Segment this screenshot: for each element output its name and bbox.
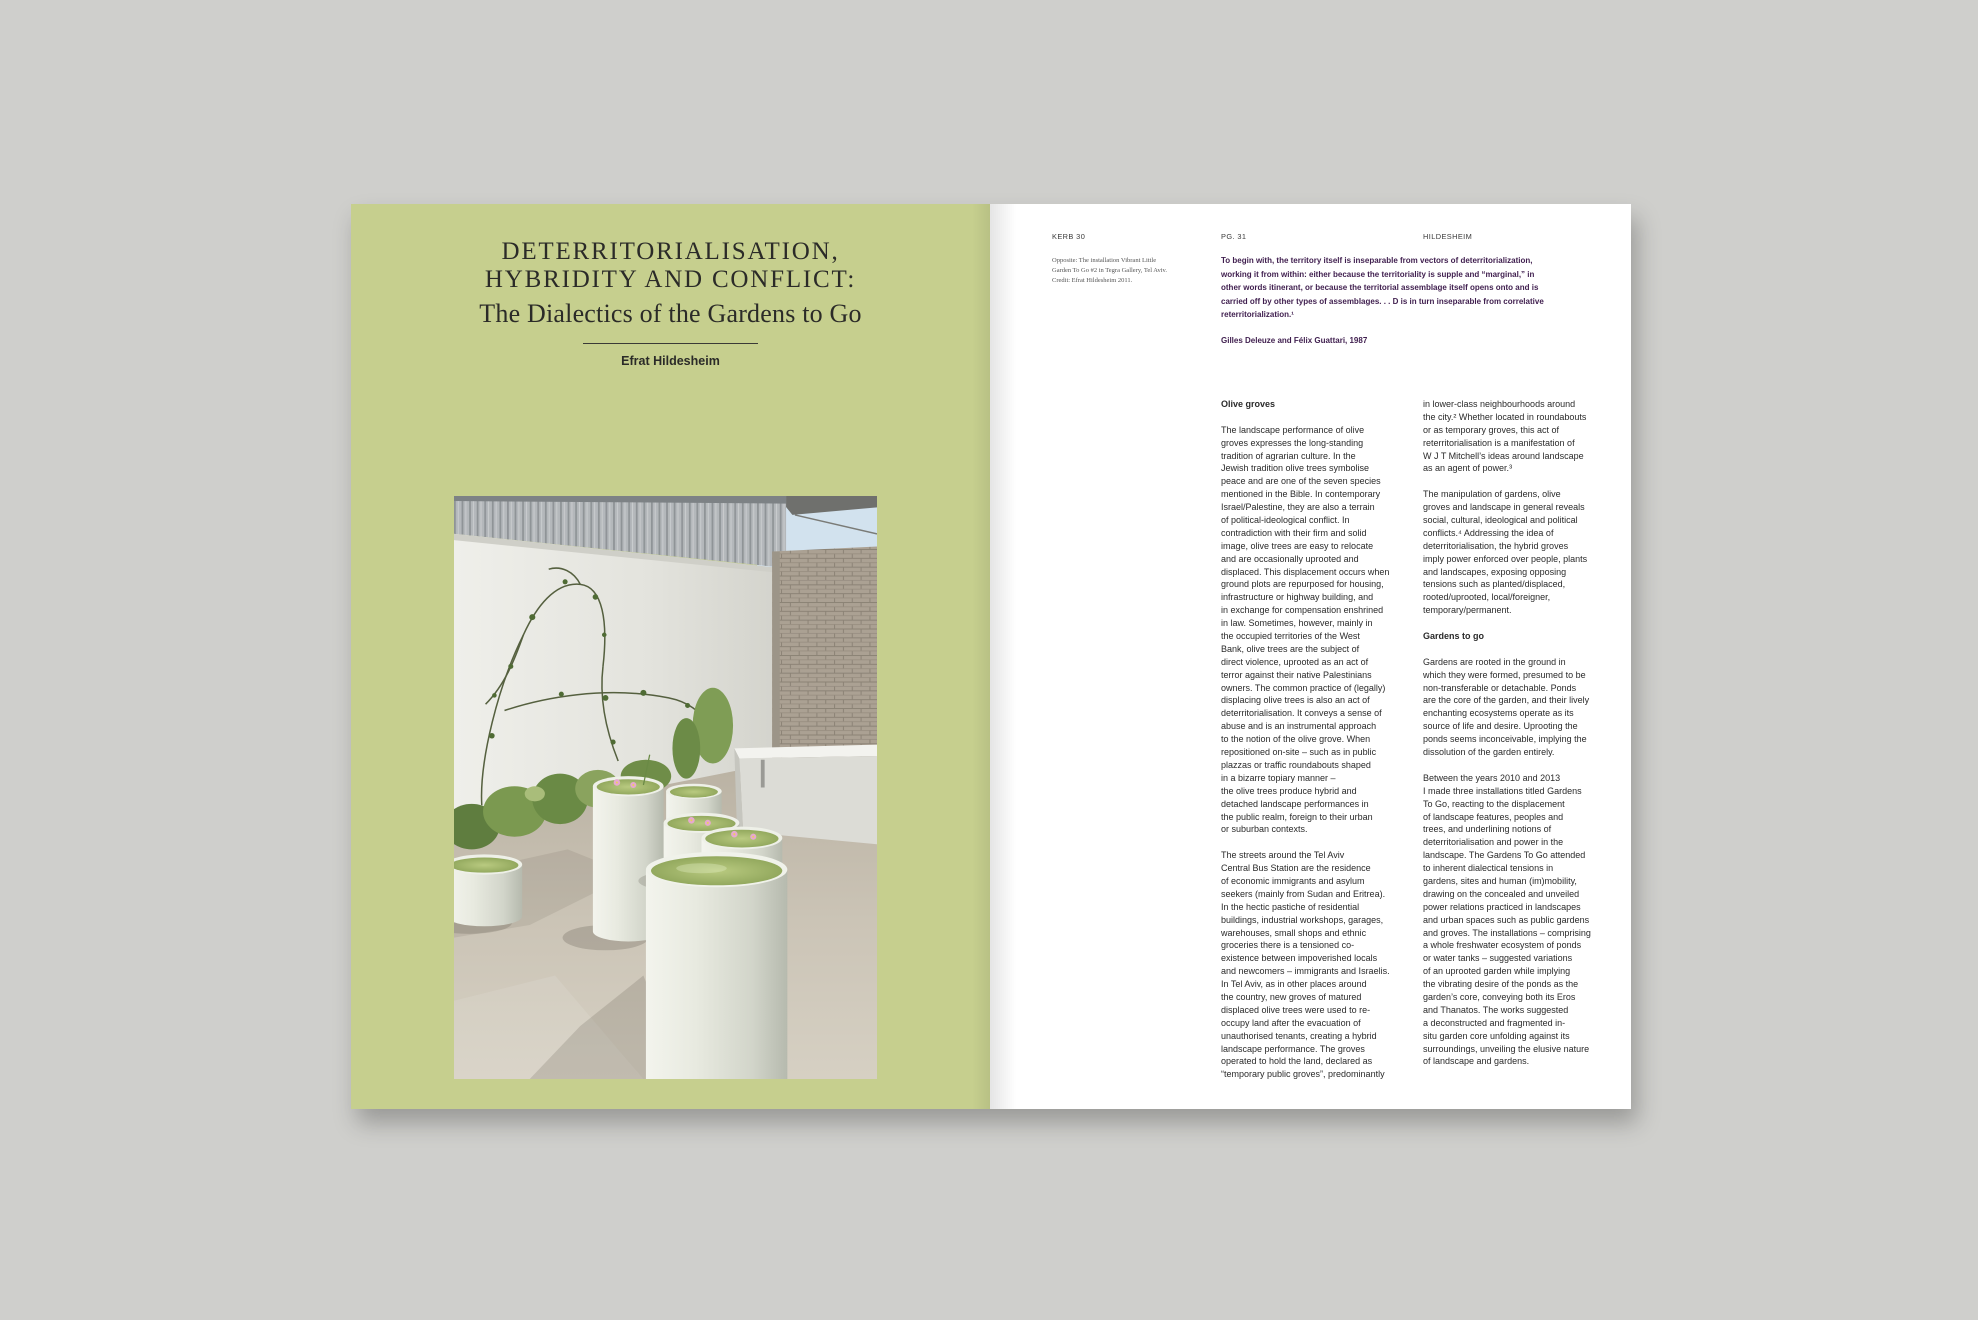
body-line: owners. The common practice of (legally) [1221, 682, 1386, 693]
body-line: and newcomers – immigrants and Israelis. [1221, 966, 1390, 977]
body-line: existence between impoverished locals [1221, 953, 1378, 964]
lily-center [632, 784, 634, 786]
section-heading: Gardens to go [1423, 631, 1485, 642]
body-line: In Tel Aviv, as in other places around [1221, 979, 1367, 990]
lily-center [733, 833, 735, 835]
epigraph-quote [1221, 254, 1621, 322]
paragraph [1423, 656, 1605, 759]
body-line: mentioned in the Bible. In contemporary [1221, 489, 1381, 500]
body-line: of political-ideological conflict. In [1221, 515, 1350, 526]
left-page [351, 204, 990, 1109]
magazine-spread [351, 204, 1631, 1109]
body-line: trees, and underlining notions of [1423, 824, 1552, 835]
body-line: repositioned on-site – such as in public [1221, 747, 1377, 758]
title-line: DETERRITORIALISATION, [501, 238, 840, 265]
caption-line: Garden To Go #2 in Tegra Gallery, Tel Aviv. [1052, 267, 1168, 274]
body-line: groves and landscape in general reveals [1423, 502, 1585, 513]
body-line: surroundings, unveiling the elusive nature [1423, 1043, 1590, 1054]
epigraph-line: carried off by other types of assemblages. . . D is in turn inseparable from correlative [1221, 296, 1544, 306]
title-line: HYBRIDITY AND CONFLICT: [484, 266, 857, 293]
lily-center [690, 819, 692, 821]
wall-pipe [761, 760, 765, 788]
body-line: deterritorialisation, the hybrid groves [1423, 540, 1569, 551]
body-line: contradiction with their firm and solid [1221, 527, 1367, 538]
section-heading: Olive groves [1221, 399, 1276, 409]
tall-plant [672, 718, 700, 779]
paragraph [1221, 424, 1403, 837]
body-line: and urban spaces such as public gardens [1423, 914, 1590, 925]
body-line: infrastructure or highway building, and [1221, 592, 1374, 603]
body-line: the olive trees produce hybrid and [1221, 785, 1357, 796]
body-line: the vibrating desire of the ponds as the [1423, 979, 1579, 990]
body-line: drawing on the concealed and unveiled [1423, 888, 1580, 899]
article-subtitle: The Dialectics of the Gardens to Go [479, 299, 862, 328]
body-line: tradition of agrarian culture. In the [1221, 450, 1356, 461]
body-line: “temporary public groves”, predominantly [1221, 1069, 1385, 1080]
body-line: garden’s core, conveying both its Eros [1423, 991, 1576, 1002]
leaf [602, 633, 607, 638]
leaf [563, 579, 568, 584]
body-line: source of life and desire. Uprooting the [1423, 721, 1578, 732]
lily-center [616, 781, 618, 783]
epigraph-line: To begin with, the territory itself is inseparable from vectors of deterritorialization, [1221, 256, 1533, 265]
body-line: Between the years 2010 and 2013 [1423, 772, 1561, 783]
body-line: to inherent dialectical tensions in [1423, 863, 1554, 874]
body-column-2 [1423, 398, 1605, 1068]
body-line: terror against their native Palestinians [1221, 669, 1372, 680]
body-line: I made three installations titled Gardens [1423, 785, 1582, 796]
body-line: detached landscape performances in [1221, 798, 1369, 809]
lily-center [707, 822, 709, 824]
planter-water [597, 779, 660, 794]
body-line: warehouses, small shops and ethnic [1221, 927, 1367, 938]
body-line: The streets around the Tel Aviv [1221, 850, 1345, 861]
body-line: of landscape features, peoples and [1423, 811, 1564, 822]
body-line: or as temporary groves, this act of [1423, 424, 1560, 435]
body-line: non-transferable or detachable. Ponds [1423, 682, 1577, 693]
body-line: reterritorialisation is a manifestation of [1423, 437, 1575, 448]
brick-surface [772, 546, 877, 768]
body-line: in a bizarre topiary manner – [1221, 772, 1336, 783]
body-line: groves expresses the long-standing [1221, 437, 1364, 448]
planter-body [646, 870, 787, 1079]
body-line: and landscapes, exposing opposing [1423, 566, 1567, 577]
leaf [685, 703, 690, 708]
body-line: ground plots are repurposed for housing, [1221, 579, 1384, 590]
paragraph [1423, 772, 1605, 1068]
body-line: and groves. The installations – comprising [1423, 927, 1591, 938]
body-line: displaced olive trees were used to re- [1221, 1004, 1371, 1015]
body-line: W J T Mitchell’s ideas around landscape [1423, 450, 1584, 461]
body-line: The manipulation of gardens, olive [1423, 489, 1561, 500]
body-line: ponds seems inconceivable, implying the [1423, 734, 1587, 745]
body-line: deterritorialisation. It conveys a sense of [1221, 708, 1382, 719]
brick-corner [772, 552, 780, 764]
body-line: groceries there is a tensioned co- [1221, 940, 1355, 951]
body-line: displaced. This displacement occurs when [1221, 566, 1390, 577]
body-line: buildings, industrial workshops, garages, [1221, 914, 1384, 925]
body-line: conflicts.⁴ Addressing the idea of [1423, 527, 1554, 538]
leaf [611, 740, 616, 745]
paragraph [1423, 398, 1605, 475]
epigraph-attribution: Gilles Deleuze and Félix Guattari, 1987 [1221, 336, 1368, 345]
planter-cylinder [454, 854, 522, 934]
body-line: social, cultural, ideological and political [1423, 515, 1578, 526]
brick-wall [772, 546, 877, 768]
body-line: in exchange for compensation enshrined [1221, 605, 1384, 616]
running-head-page-number: PG. 31 [1221, 232, 1247, 241]
body-line: dissolution of the garden entirely. [1423, 747, 1555, 758]
body-line: occupy land after the evacuation of [1221, 1017, 1361, 1028]
caption-line: Opposite: The installation Vibrant Little [1052, 257, 1157, 264]
body-line: which they were formed, presumed to be [1423, 669, 1586, 680]
body-line: in law. Sometimes, however, mainly in [1221, 618, 1373, 629]
epigraph-line: reterritorialization.¹ [1221, 310, 1294, 320]
body-line: operated to hold the land, declared as [1221, 1056, 1373, 1067]
water-reflection [676, 863, 727, 873]
body-line: the city.² Whether located in roundabouts [1423, 411, 1587, 422]
leaf [559, 692, 564, 697]
leaf [492, 693, 497, 698]
planter-water [670, 786, 718, 797]
body-line: temporary/permanent. [1423, 605, 1512, 616]
body-line: displacing olive trees is also an act of [1221, 695, 1370, 706]
body-line: image, olive trees are easy to relocate [1221, 540, 1374, 551]
body-line: or water tanks – suggested variations [1423, 953, 1573, 964]
body-line: To Go, reacting to the displacement [1423, 798, 1565, 809]
epigraph-line: working it from within: either because the territoriality is supple and “marginal,” in [1221, 269, 1535, 279]
leaf [508, 664, 513, 669]
body-line: plazzas or traffic roundabouts shaped [1221, 759, 1371, 770]
body-line: enchanting ecosystems operate as its [1423, 708, 1574, 719]
body-line: a whole freshwater ecosystem of ponds [1423, 940, 1582, 951]
body-line: are the core of the garden, and their lively [1423, 695, 1590, 706]
body-line: Gardens are rooted in the ground in [1423, 656, 1566, 667]
body-line: Central Bus Station are the residence [1221, 863, 1371, 874]
leaf [640, 690, 646, 696]
body-line: imply power enforced over people, plants [1423, 553, 1588, 564]
body-line: Jewish tradition olive trees symbolise [1221, 463, 1370, 474]
body-line: of an uprooted garden while implying [1423, 966, 1571, 977]
body-line: In the hectic pastiche of residential [1221, 901, 1360, 912]
body-line: landscape performance. The groves [1221, 1043, 1365, 1054]
body-line: deterritorialisation and power in the [1423, 837, 1564, 848]
body-line: Bank, olive trees are the subject of [1221, 643, 1360, 654]
body-line: gardens, sites and human (im)mobility, [1423, 875, 1577, 886]
paragraph [1221, 849, 1403, 1081]
paragraph [1423, 488, 1605, 617]
body-line: tensions such as planted/displaced, [1423, 579, 1566, 590]
title-divider [583, 343, 758, 344]
caption-line: Credit: Efrat Hildesheim 2011. [1052, 277, 1133, 284]
body-line: Israel/Palestine, they are also a terrain [1221, 502, 1375, 513]
lily-center [752, 836, 754, 838]
body-line: landscape. The Gardens To Go attended [1423, 850, 1586, 861]
planter-water [705, 830, 778, 848]
body-line: and are occasionally uprooted and [1221, 553, 1359, 564]
right-page [990, 204, 1631, 1109]
shrub-highlight [525, 786, 545, 801]
body-line: as an agent of power.³ [1423, 463, 1513, 474]
photo-caption [1052, 256, 1192, 286]
body-line: of economic immigrants and asylum [1221, 875, 1365, 886]
body-line: seekers (mainly from Sudan and Eritrea). [1221, 888, 1386, 899]
installation-photo [454, 496, 877, 1079]
leaf [593, 594, 599, 600]
leaf [489, 733, 495, 739]
leaf [529, 614, 535, 620]
body-line: of landscape and gardens. [1423, 1056, 1530, 1067]
body-line: and Thanatos. The works suggested [1423, 1004, 1569, 1015]
running-head-author: HILDESHEIM [1423, 232, 1473, 241]
body-line: or suburban contexts. [1221, 824, 1308, 835]
body-line: unauthorised tenants, creating a hybrid [1221, 1030, 1377, 1041]
body-line: in lower-class neighbourhoods around [1423, 399, 1576, 409]
body-line: the public realm, foreign to their urban [1221, 811, 1373, 822]
leaf [603, 695, 609, 701]
body-line: direct violence, uprooted as an act of [1221, 656, 1369, 667]
running-head-journal: KERB 30 [1052, 232, 1086, 241]
body-line: peace and are one of the seven species [1221, 476, 1381, 487]
body-line: situ garden core unfolding against its [1423, 1030, 1570, 1041]
body-column-1 [1221, 398, 1403, 1081]
body-line: a deconstructed and fragmented in- [1423, 1017, 1566, 1028]
body-line: power relations practiced in landscapes [1423, 901, 1581, 912]
epigraph-line: other words itinerant, or because the territorial assemblage itself opens onto and is [1221, 283, 1539, 293]
body-line: abuse and is an instrumental approach [1221, 721, 1377, 732]
body-line: the occupied territories of the West [1221, 631, 1360, 642]
body-line: the country, new groves of matured [1221, 991, 1362, 1002]
body-line: to the notion of the olive grove. When [1221, 734, 1371, 745]
article-title [351, 238, 990, 294]
author-byline: Efrat Hildesheim [621, 354, 720, 368]
body-line: The landscape performance of olive [1221, 424, 1365, 435]
body-line: rooted/uprooted, local/foreigner, [1423, 592, 1551, 603]
